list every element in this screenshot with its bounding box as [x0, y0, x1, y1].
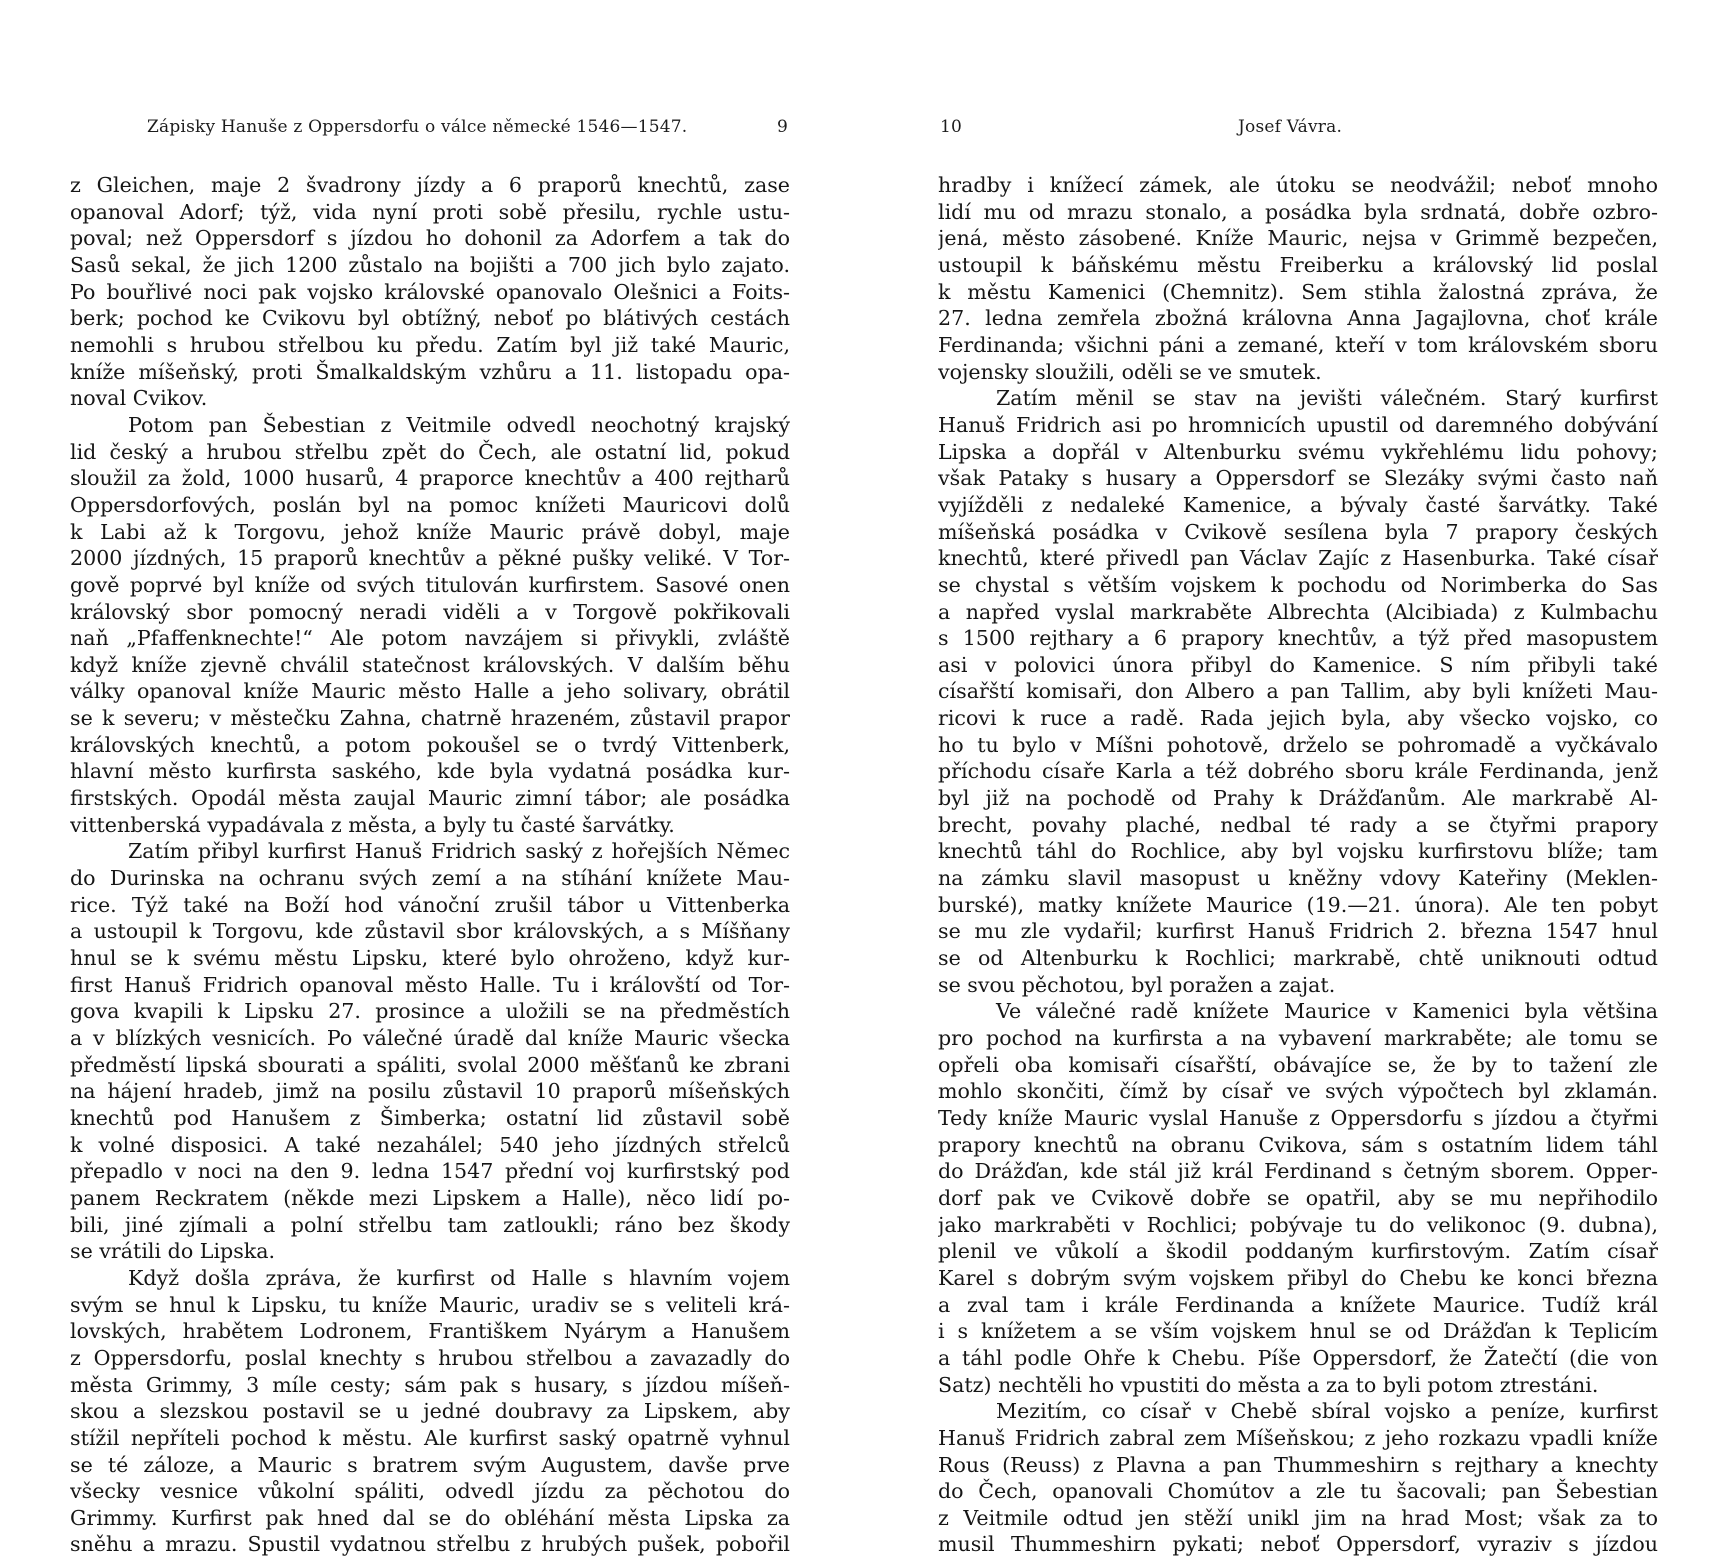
text-line: plenil ve vůkolí a škodil poddaným kurfirstovým. Zatím císař: [938, 1239, 1658, 1264]
text-line: Po bouřlivé noci pak vojsko královské opanovalo Olešnici a Foits-: [70, 279, 790, 304]
text-line: se mu zle vydařil; kurfirst Hanuš Fridrich 2. března 1547 hnul: [938, 919, 1658, 944]
text-line: k Labi až k Torgovu, jehož kníže Mauric právě dobyl, maje: [70, 519, 790, 544]
text-line: nemohli s hrubou střelbou ku předu. Zatím byl již také Mauric,: [70, 332, 790, 357]
text-line: z Oppersdorfu, poslal knechty s hrubou střelbou a zavazadly do: [70, 1345, 790, 1370]
text-line: města Grimmy, 3 míle cesty; sám pak s husary, s jízdou míšeň-: [70, 1372, 790, 1397]
left-running-head: [70, 113, 790, 141]
text-line: na hájení hradeb, jimž na posilu zůstavil 10 praporů míšeňských: [70, 1079, 790, 1104]
text-line: mohlo skončiti, čímž by císař ve svých výpočtech byl zklamán.: [938, 1079, 1658, 1104]
text-line: Zatím přibyl kurfirst Hanuš Fridrich saský z hořejších Němec: [128, 839, 790, 864]
text-line: burské), matky knížete Maurice (19.—21. února). Ale ten pobyt: [938, 892, 1658, 917]
text-line: a zval tam i krále Ferdinanda a knížete Maurice. Tudíž král: [938, 1292, 1658, 1317]
text-line: do Drážďan, kde stál již král Ferdinand s četným sborem. Opper-: [938, 1159, 1658, 1184]
text-line: jako markraběti v Rochlici; pobývaje tu do velikonoc (9. dubna),: [938, 1212, 1658, 1237]
text-line: ustoupil k báňskému městu Freiberku a královský lid poslal: [938, 252, 1658, 277]
text-line: sloužil za žold, 1000 husarů, 4 praporce knechtův a 400 rejtharů: [70, 466, 790, 491]
text-line: Hanuš Fridrich zabral zem Míšeňskou; z jeho rozkazu vpadli kníže: [938, 1425, 1658, 1450]
text-line: z Veitmile odtud jen stěží unikl jim na hrad Most; však za to: [938, 1505, 1658, 1530]
text-line: 2000 jízdných, 15 praporů knechtův a pěkné pušky veliké. V Tor-: [70, 546, 790, 571]
text-line: ricovi k ruce a radě. Rada jejich byla, aby všecko vojsko, co: [938, 706, 1658, 731]
text-line: prapory knechtů na obranu Cvikova, sám s ostatním lidem táhl: [938, 1132, 1658, 1157]
text-line: bili, jiné zjímali a polní střelbu tam zatloukli; ráno bez škody: [70, 1212, 790, 1237]
text-line: 27. ledna zemřela zbožná královna Anna Jagajlovna, choť krále: [938, 306, 1658, 331]
text-line: brecht, povahy plaché, nedbal té rady a se čtyřmi prapory: [938, 812, 1658, 837]
text-line: berk; pochod ke Cvikovu byl obtížný, neboť po blátivých cestách: [70, 306, 790, 331]
text-line: císařští komisaři, don Albero a pan Tallim, aby byli knížeti Mau-: [938, 679, 1658, 704]
text-line: Mezitím, co císař v Chebě sbíral vojsko a peníze, kurfirst: [996, 1399, 1658, 1424]
text-line: Tedy kníže Mauric vyslal Hanuše z Oppersdorfu s jízdou a čtyřmi: [938, 1105, 1658, 1130]
text-line: i s knížetem a se vším vojskem hnul se od Drážďan k Teplicím: [938, 1319, 1658, 1344]
text-line: se té záloze, a Mauric s bratrem svým Augustem, davše prve: [70, 1452, 790, 1477]
text-line: příchodu císaře Karla a též dobrého sboru krále Ferdinanda, jenž: [938, 759, 1658, 784]
text-line: Ve válečné radě knížete Maurice v Kamenici byla většina: [996, 999, 1658, 1024]
text-line: královský sbor pomocný neradi viděli a v Torgově pokřikovali: [70, 599, 790, 624]
text-line: lovských, hrabětem Lodronem, Františkem Nyárym a Hanušem: [70, 1319, 790, 1344]
left-running-title: Zápisky Hanuše z Oppersdorfu o válce německé 1546—1547.: [147, 117, 688, 137]
text-line: knechtů, které přivedl pan Václav Zajíc z Hasenburka. Také císař: [938, 546, 1658, 571]
text-line: všecky vesnice vůkolní spáliti, odvedl jízdu za pěchotou do: [70, 1479, 790, 1504]
text-line: byl již na pochodě od Prahy k Drážďanům. Ale markrabě Al-: [938, 786, 1658, 811]
text-line: na zámku slavil masopust u kněžny vdovy Kateřiny (Meklen-: [938, 866, 1658, 891]
text-line: do Durinska na ochranu svých zemí a na stíhání knížete Mau-: [70, 866, 790, 891]
right-page-number: 10: [940, 117, 963, 137]
text-line: Grimmy. Kurfirst pak hned dal se do obléhání města Lipska za: [70, 1505, 790, 1530]
text-line: když kníže zjevně chválil statečnost královských. V dalším běhu: [70, 652, 790, 677]
text-line: svým se hnul k Lipsku, tu kníže Mauric, uradiv se s veliteli krá-: [70, 1292, 790, 1317]
text-line: knechtů táhl do Rochlice, aby byl vojsku kurfirstovu blíže; tam: [938, 839, 1658, 864]
text-line: lidí mu od mrazu stonalo, a posádka byla srdnatá, dobře ozbro-: [938, 199, 1658, 224]
text-line: poval; než Oppersdorf s jízdou ho dohonil za Adorfem a tak do: [70, 226, 790, 251]
text-line: stížil nepříteli pochod k městu. Ale kurfirst saský opatrně vyhnul: [70, 1425, 790, 1450]
text-line: pro pochod na kurfirsta a na vybavení markraběte; ale tomu se: [938, 1026, 1658, 1050]
text-line: musil Thummeshirn pykati; neboť Oppersdorf, vyraziv s jízdou: [938, 1532, 1658, 1557]
text-line: noval Cvikov.: [70, 386, 208, 411]
right-running-title: Josef Vávra.: [1238, 117, 1343, 137]
text-line: Ferdinanda; všichni páni a zemané, kteří v tom královském sboru: [938, 332, 1658, 357]
text-line: jená, město zásobené. Kníže Mauric, nejsa v Grimmě bezpečen,: [938, 226, 1658, 251]
text-line: skou a slezskou postavil se u jedné doubravy za Lipskem, aby: [70, 1399, 790, 1424]
text-line: předměstí lipská sbourati a spáliti, svolal 2000 měšťanů ke zbrani: [70, 1052, 790, 1077]
text-line: s 1500 rejthary a 6 prapory knechtův, a týž před masopustem: [938, 626, 1658, 651]
text-line: ho tu bylo v Míšni pohotově, drželo se pohromadě a vyčkávalo: [938, 732, 1658, 757]
text-line: královských knechtů, a potom pokoušel se o tvrdý Vittenberk,: [70, 732, 790, 757]
text-line: naň „Pfaffenknechte!“ Ale potom navzájem si přivykli, zvláště: [70, 626, 790, 651]
text-line: hradby i knížecí zámek, ale útoku se neodvážil; neboť mnoho: [938, 173, 1658, 197]
text-line: opanoval Adorf; týž, vida nyní proti sobě přesilu, rychle ustu-: [70, 199, 790, 224]
text-line: přepadlo v noci na den 9. ledna 1547 přední voj kurfirstský pod: [70, 1159, 790, 1184]
text-line: knechtů pod Hanušem z Šimberka; ostatní lid zůstavil sobě: [70, 1105, 790, 1130]
text-line: gově poprvé byl kníže od svých titulován kurfirstem. Sasové onen: [70, 572, 790, 597]
text-line: firstských. Opodál města zaujal Mauric zimní tábor; ale posádka: [70, 786, 790, 811]
text-line: panem Reckratem (někde mezi Lipskem a Halle), něco lidí po-: [70, 1185, 790, 1210]
text-line: se k severu; v městečku Zahna, chatrně hrazeném, zůstavil prapor: [70, 706, 790, 731]
text-line: Rous (Reuss) z Plavna a pan Thummeshirn s rejthary a knechty: [938, 1452, 1658, 1477]
text-line: hnul se k svému městu Lipsku, které bylo ohroženo, když kur-: [70, 946, 790, 971]
text-line: vittenberská vypadávala z města, a byly tu časté šarvátky.: [70, 812, 675, 837]
right-page: [938, 0, 1658, 1557]
text-line: lid český a hrubou střelbu zpět do Čech, ale ostatní lid, pokud: [70, 439, 790, 464]
left-page: [70, 0, 790, 1557]
text-line: Karel s dobrým svým vojskem přibyl do Chebu ke konci března: [938, 1265, 1658, 1290]
left-body-text: [70, 172, 790, 1558]
text-line: k volné disposici. A také nezahálel; 540 jeho jízdných střelců: [70, 1132, 790, 1157]
text-line: Satz) nechtěli ho vpustiti do města a za to byli potom ztrestáni.: [938, 1372, 1599, 1397]
text-line: Sasů sekal, že jich 1200 zůstalo na bojišti a 700 jich bylo zajato.: [70, 252, 790, 277]
text-line: k městu Kamenici (Chemnitz). Sem stihla žalostná zpráva, že: [938, 279, 1658, 304]
text-line: sněhu a mrazu. Spustil vydatnou střelbu z hrubých pušek, pobořil: [70, 1532, 790, 1557]
text-line: války opanoval kníže Mauric město Halle a jeho solivary, obrátil: [70, 679, 790, 704]
text-line: se vrátili do Lipska.: [70, 1239, 276, 1264]
text-line: opřeli oba komisaři císařští, obávajíce se, že by to tažení zle: [938, 1052, 1658, 1077]
text-line: hlavní město kurfirsta saského, kde byla vydatná posádka kur-: [70, 759, 790, 784]
text-line: Potom pan Šebestian z Veitmile odvedl neochotný krajský: [128, 412, 790, 437]
text-line: Oppersdorfových, poslán byl na pomoc knížeti Mauricovi dolů: [70, 492, 790, 517]
text-line: a ustoupil k Torgovu, kde zůstavil sbor královských, a s Míšňany: [70, 919, 790, 944]
text-line: asi v polovici února přibyl do Kamenice. S ním přibyli také: [938, 652, 1658, 677]
text-line: míšeňská posádka v Cvikově sesílena byla 7 prapory českých: [938, 519, 1658, 544]
text-line: kníže míšeňský, proti Šmalkaldským vzhůru a 11. listopadu opa-: [70, 359, 790, 384]
text-line: se od Altenburku k Rochlici; markrabě, chtě uniknouti odtud: [938, 946, 1658, 971]
text-line: dorf pak ve Cvikově dobře se opatřil, aby se mu nepřihodilo: [938, 1185, 1658, 1210]
text-line: se chystal s větším vojskem k pochodu od Norimberka do Sas: [938, 572, 1658, 597]
text-line: Zatím měnil se stav na jevišti válečném. Starý kurfirst: [996, 386, 1658, 411]
text-line: a napřed vyslal markraběte Albrechta (Alcibiada) z Kulmbachu: [938, 599, 1658, 624]
text-line: first Hanuš Fridrich opanoval město Halle. Tu i královští od Tor-: [70, 972, 790, 997]
text-line: Hanuš Fridrich asi po hromnicích upustil od daremného dobývání: [938, 412, 1658, 437]
text-line: do Čech, opanovali Chomútov a zle tu šacovali; pan Šebestian: [938, 1479, 1658, 1504]
text-line: Lipska a dopřál v Altenburku svému vykřehlému lidu pohovy;: [938, 439, 1658, 464]
text-line: a táhl podle Ohře k Chebu. Píše Oppersdorf, že Žatečtí (die von: [938, 1345, 1658, 1370]
left-page-number: 9: [776, 117, 788, 137]
text-line: a v blízkých vesnicích. Po válečné úradě dal kníže Mauric všecka: [70, 1026, 790, 1050]
text-line: vojensky sloužili, oděli se ve smutek.: [938, 359, 1322, 384]
right-running-head: [938, 113, 1658, 141]
right-body-text: [938, 172, 1658, 1558]
text-line: vyjížděli z nedaleké Kamenice, a bývaly časté šarvátky. Také: [938, 492, 1658, 517]
text-line: rice. Týž také na Boží hod vánoční zrušil tábor u Vittenberka: [70, 892, 790, 917]
text-line: se svou pěchotou, byl poražen a zajat.: [938, 972, 1336, 997]
text-line: Když došla zpráva, že kurfirst od Halle s hlavním vojem: [128, 1265, 790, 1290]
text-line: však Pataky s husary a Oppersdorf se Slezáky svými často naň: [938, 466, 1658, 491]
text-line: z Gleichen, maje 2 švadrony jízdy a 6 praporů knechtů, zase: [70, 173, 790, 197]
text-line: gova kvapili k Lipsku 27. prosince a uložili se na předměstích: [70, 999, 790, 1024]
